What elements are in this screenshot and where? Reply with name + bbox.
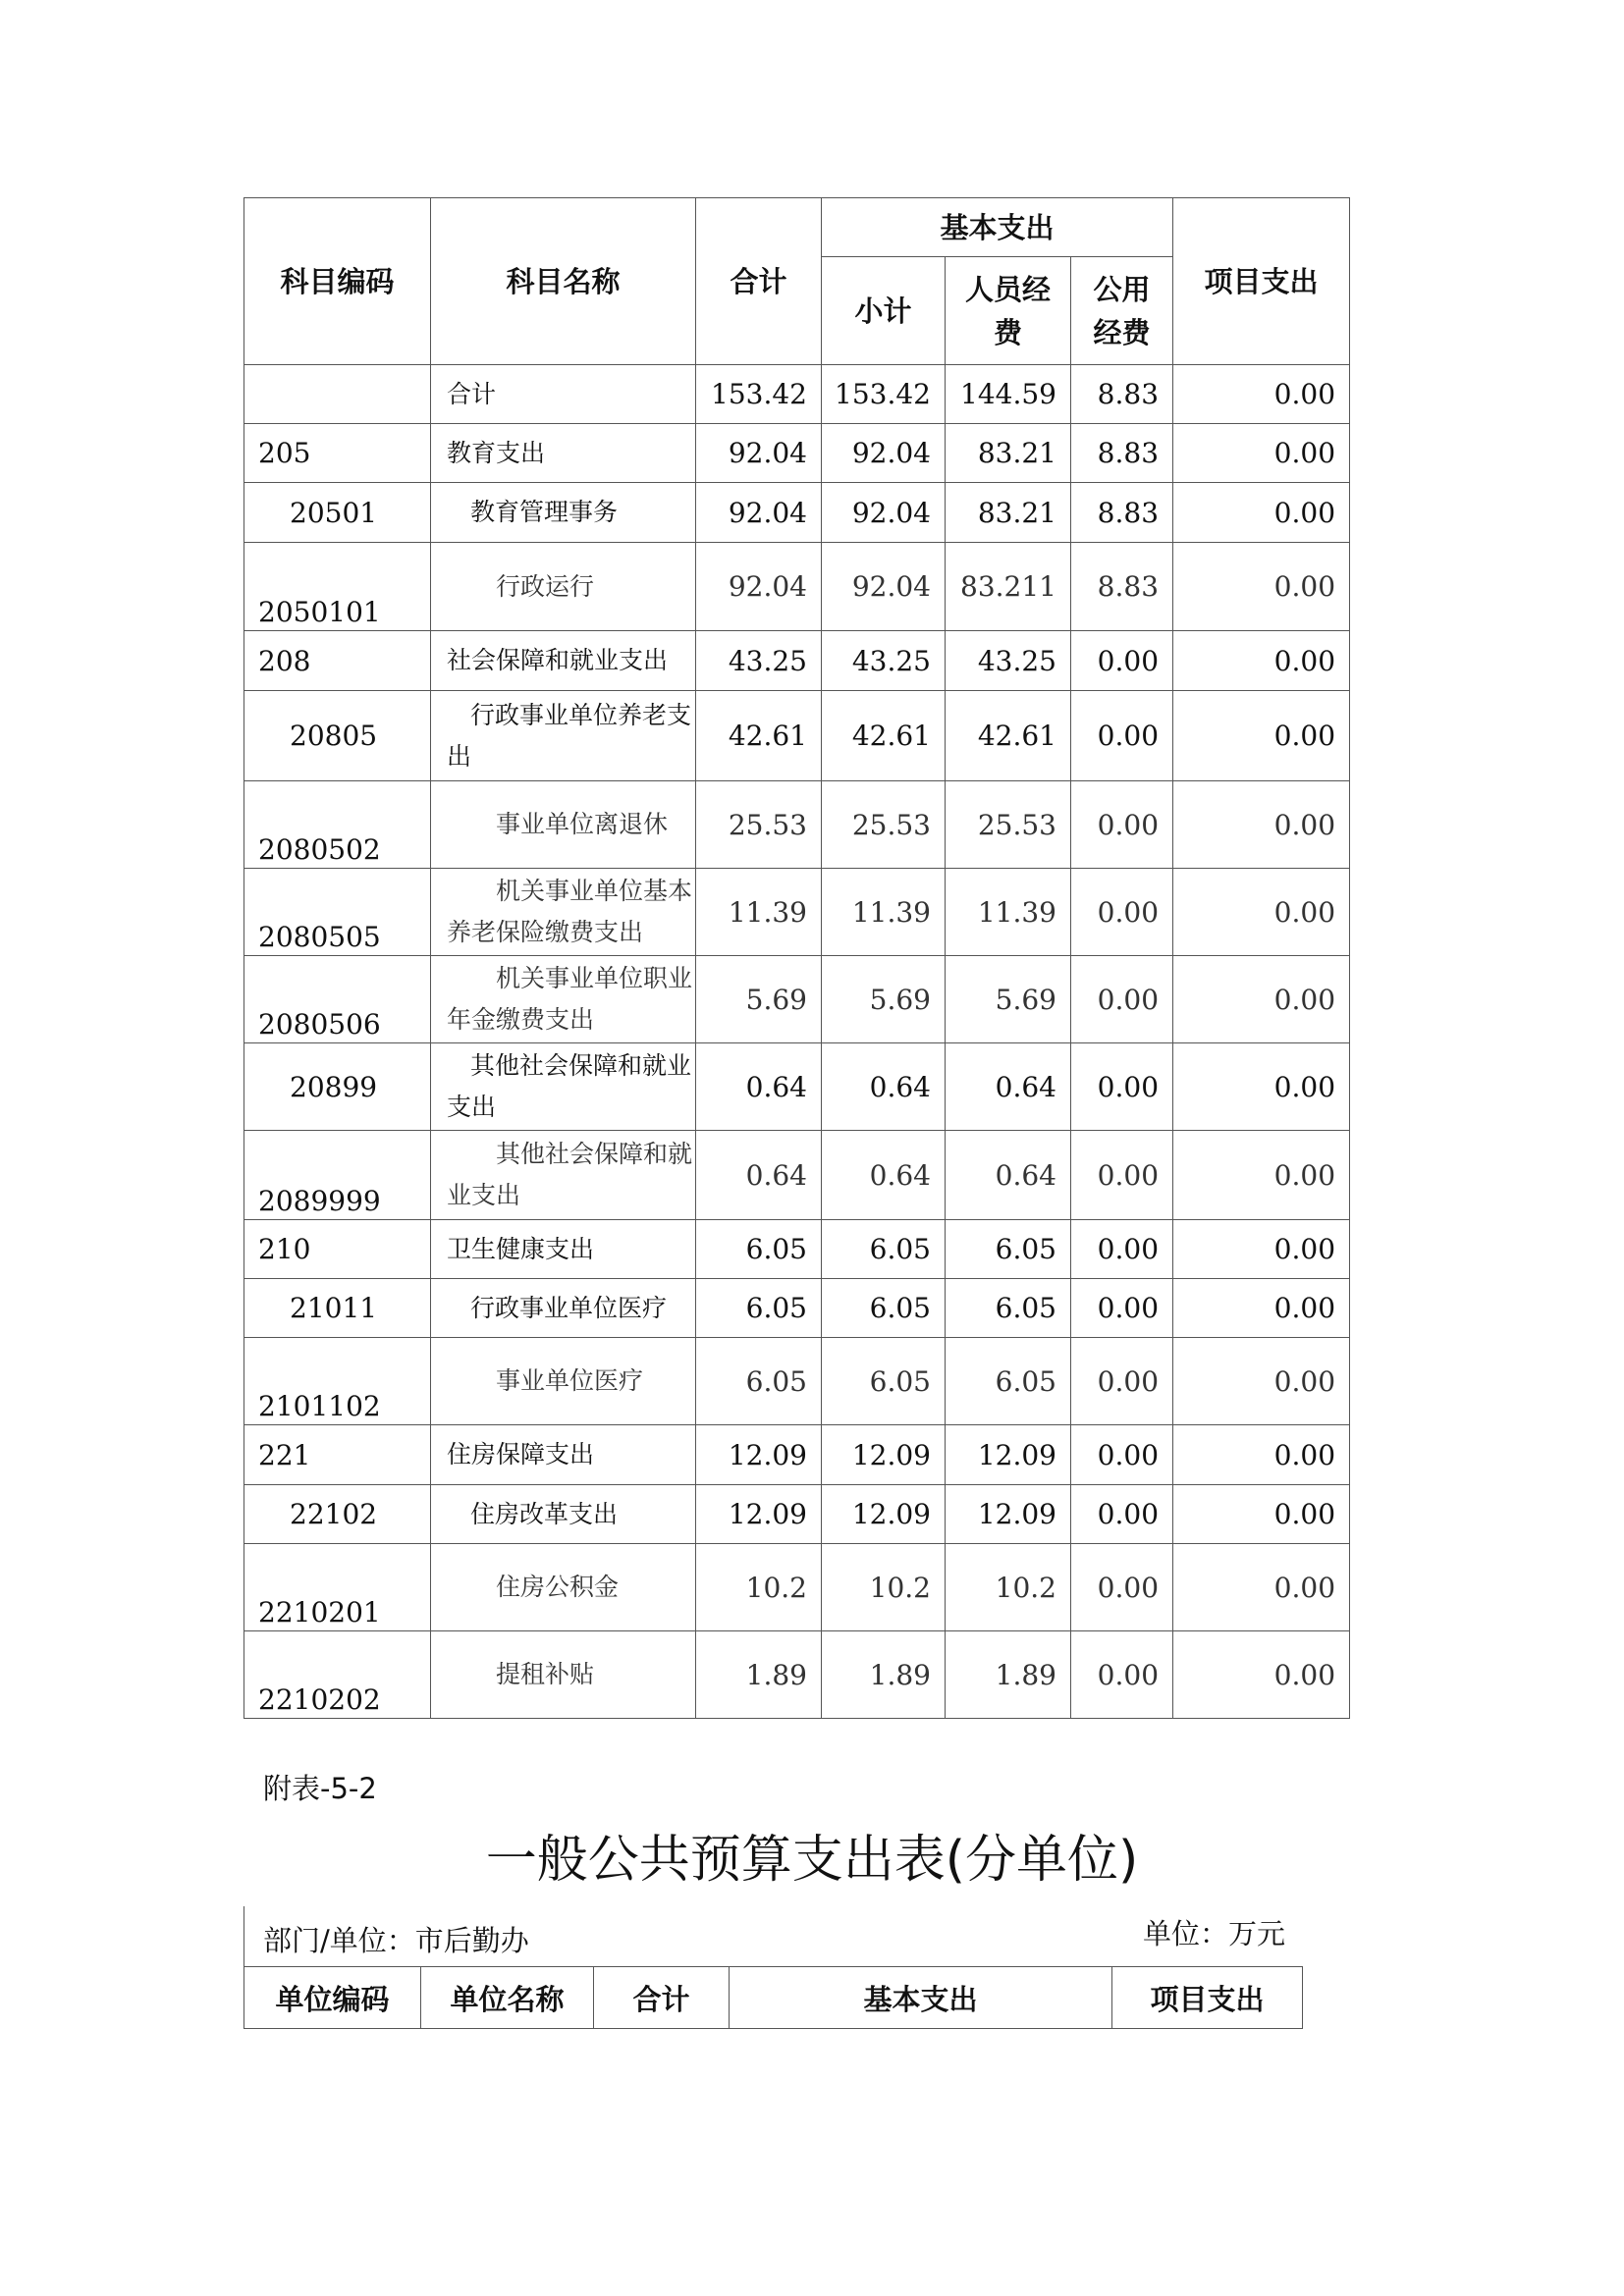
header-personnel: 人员经 费 bbox=[946, 257, 1071, 365]
cell-name: 其他社会保障和就业支出 bbox=[431, 1131, 696, 1220]
cell-public: 0.00 bbox=[1071, 1131, 1173, 1220]
cell-code: 2089999 bbox=[244, 1131, 431, 1220]
cell-public: 0.00 bbox=[1071, 1220, 1173, 1279]
cell-subtotal: 1.89 bbox=[822, 1631, 946, 1719]
table-row bbox=[244, 1338, 1350, 1425]
cell-name: 提租补贴 bbox=[431, 1631, 696, 1719]
cell-personnel: 144.59 bbox=[946, 365, 1071, 424]
sub-header-unit-code: 单位编码 bbox=[244, 1967, 421, 2029]
table-row bbox=[244, 1043, 1350, 1131]
unit-expenditure-table bbox=[244, 1966, 1303, 2029]
budget-expenditure-table bbox=[244, 197, 1350, 1719]
table-row bbox=[244, 1220, 1350, 1279]
table-row bbox=[244, 1425, 1350, 1485]
cell-code: 2210202 bbox=[244, 1631, 431, 1719]
cell-total: 42.61 bbox=[696, 691, 822, 781]
cell-public: 0.00 bbox=[1071, 1043, 1173, 1131]
cell-project: 0.00 bbox=[1173, 1043, 1350, 1131]
cell-code: 20899 bbox=[244, 1043, 431, 1131]
cell-name: 行政事业单位医疗 bbox=[431, 1279, 696, 1338]
cell-project: 0.00 bbox=[1173, 483, 1350, 543]
cell-subtotal: 42.61 bbox=[822, 691, 946, 781]
cell-code: 21011 bbox=[244, 1279, 431, 1338]
cell-total: 5.69 bbox=[696, 956, 822, 1043]
cell-subtotal: 43.25 bbox=[822, 631, 946, 691]
cell-code: 22102 bbox=[244, 1485, 431, 1544]
cell-subtotal: 92.04 bbox=[822, 483, 946, 543]
cell-code bbox=[244, 365, 431, 424]
cell-project: 0.00 bbox=[1173, 365, 1350, 424]
header-subtotal: 小计 bbox=[822, 257, 946, 365]
cell-public: 0.00 bbox=[1071, 1544, 1173, 1631]
cell-total: 0.64 bbox=[696, 1043, 822, 1131]
sub-header-project: 项目支出 bbox=[1112, 1967, 1303, 2029]
cell-public: 0.00 bbox=[1071, 631, 1173, 691]
cell-subtotal: 0.64 bbox=[822, 1131, 946, 1220]
cell-subtotal: 12.09 bbox=[822, 1485, 946, 1544]
cell-public: 0.00 bbox=[1071, 869, 1173, 956]
cell-personnel: 0.64 bbox=[946, 1131, 1071, 1220]
cell-name: 住房公积金 bbox=[431, 1544, 696, 1631]
cell-total: 10.2 bbox=[696, 1544, 822, 1631]
cell-total: 6.05 bbox=[696, 1220, 822, 1279]
table-row bbox=[244, 1631, 1350, 1719]
cell-public: 0.00 bbox=[1071, 1631, 1173, 1719]
table-row bbox=[244, 424, 1350, 483]
cell-personnel: 83.21 bbox=[946, 424, 1071, 483]
cell-subtotal: 11.39 bbox=[822, 869, 946, 956]
cell-personnel: 6.05 bbox=[946, 1220, 1071, 1279]
cell-public: 0.00 bbox=[1071, 1338, 1173, 1425]
cell-public: 8.83 bbox=[1071, 424, 1173, 483]
cell-subtotal: 92.04 bbox=[822, 424, 946, 483]
cell-project: 0.00 bbox=[1173, 424, 1350, 483]
cell-project: 0.00 bbox=[1173, 781, 1350, 869]
cell-personnel: 42.61 bbox=[946, 691, 1071, 781]
cell-total: 12.09 bbox=[696, 1485, 822, 1544]
table-row bbox=[244, 1485, 1350, 1544]
header-public: 公用 经费 bbox=[1071, 257, 1173, 365]
cell-personnel: 25.53 bbox=[946, 781, 1071, 869]
cell-code: 20805 bbox=[244, 691, 431, 781]
cell-total: 92.04 bbox=[696, 543, 822, 631]
cell-total: 43.25 bbox=[696, 631, 822, 691]
cell-public: 0.00 bbox=[1071, 1279, 1173, 1338]
cell-public: 8.83 bbox=[1071, 543, 1173, 631]
cell-public: 0.00 bbox=[1071, 1485, 1173, 1544]
cell-project: 0.00 bbox=[1173, 869, 1350, 956]
cell-subtotal: 12.09 bbox=[822, 1425, 946, 1485]
sub-header-basic: 基本支出 bbox=[730, 1967, 1112, 2029]
department-label: 部门/单位：市后勤办 bbox=[263, 1924, 529, 1957]
cell-personnel: 11.39 bbox=[946, 869, 1071, 956]
cell-total: 0.64 bbox=[696, 1131, 822, 1220]
cell-project: 0.00 bbox=[1173, 691, 1350, 781]
cell-personnel: 6.05 bbox=[946, 1338, 1071, 1425]
cell-subtotal: 6.05 bbox=[822, 1279, 946, 1338]
table-row bbox=[244, 543, 1350, 631]
cell-code: 208 bbox=[244, 631, 431, 691]
cell-total: 92.04 bbox=[696, 483, 822, 543]
cell-project: 0.00 bbox=[1173, 1425, 1350, 1485]
table-row bbox=[244, 869, 1350, 956]
header-code: 科目编码 bbox=[244, 198, 431, 365]
header-project: 项目支出 bbox=[1173, 198, 1350, 365]
sub-header-unit-name: 单位名称 bbox=[421, 1967, 594, 2029]
cell-project: 0.00 bbox=[1173, 1220, 1350, 1279]
cell-name: 住房保障支出 bbox=[431, 1425, 696, 1485]
cell-project: 0.00 bbox=[1173, 543, 1350, 631]
cell-name: 其他社会保障和就业支出 bbox=[431, 1043, 696, 1131]
unit-label: 单位：万元 bbox=[1143, 1917, 1286, 1950]
cell-total: 92.04 bbox=[696, 424, 822, 483]
cell-name: 行政运行 bbox=[431, 543, 696, 631]
cell-public: 0.00 bbox=[1071, 781, 1173, 869]
cell-total: 11.39 bbox=[696, 869, 822, 956]
cell-name: 社会保障和就业支出 bbox=[431, 631, 696, 691]
cell-name: 事业单位医疗 bbox=[431, 1338, 696, 1425]
page-title: 一般公共预算支出表(分单位) bbox=[485, 1831, 1139, 1890]
table-row bbox=[244, 691, 1350, 781]
cell-code: 2080502 bbox=[244, 781, 431, 869]
cell-code: 2210201 bbox=[244, 1544, 431, 1631]
cell-code: 2050101 bbox=[244, 543, 431, 631]
cell-personnel: 83.211 bbox=[946, 543, 1071, 631]
cell-public: 0.00 bbox=[1071, 1425, 1173, 1485]
cell-project: 0.00 bbox=[1173, 1131, 1350, 1220]
cell-name: 行政事业单位养老支出 bbox=[431, 691, 696, 781]
header-basic: 基本支出 bbox=[822, 198, 1173, 257]
cell-subtotal: 5.69 bbox=[822, 956, 946, 1043]
table-row bbox=[244, 365, 1350, 424]
cell-public: 8.83 bbox=[1071, 365, 1173, 424]
cell-total: 1.89 bbox=[696, 1631, 822, 1719]
cell-project: 0.00 bbox=[1173, 1631, 1350, 1719]
cell-public: 0.00 bbox=[1071, 956, 1173, 1043]
cell-name: 机关事业单位基本养老保险缴费支出 bbox=[431, 869, 696, 956]
cell-project: 0.00 bbox=[1173, 1544, 1350, 1631]
cell-code: 210 bbox=[244, 1220, 431, 1279]
cell-subtotal: 153.42 bbox=[822, 365, 946, 424]
cell-project: 0.00 bbox=[1173, 1485, 1350, 1544]
sub-header-total: 合计 bbox=[594, 1967, 730, 2029]
cell-total: 6.05 bbox=[696, 1279, 822, 1338]
cell-code: 205 bbox=[244, 424, 431, 483]
cell-personnel: 6.05 bbox=[946, 1279, 1071, 1338]
cell-project: 0.00 bbox=[1173, 631, 1350, 691]
cell-code: 2080505 bbox=[244, 869, 431, 956]
cell-project: 0.00 bbox=[1173, 1338, 1350, 1425]
table-row bbox=[244, 1131, 1350, 1220]
table-row bbox=[244, 1544, 1350, 1631]
cell-subtotal: 0.64 bbox=[822, 1043, 946, 1131]
cell-subtotal: 10.2 bbox=[822, 1544, 946, 1631]
table-row bbox=[244, 956, 1350, 1043]
cell-subtotal: 92.04 bbox=[822, 543, 946, 631]
cell-name: 事业单位离退休 bbox=[431, 781, 696, 869]
cell-personnel: 43.25 bbox=[946, 631, 1071, 691]
cell-code: 20501 bbox=[244, 483, 431, 543]
cell-total: 25.53 bbox=[696, 781, 822, 869]
appendix-label: 附表-5-2 bbox=[263, 1772, 377, 1805]
table-row bbox=[244, 781, 1350, 869]
cell-personnel: 83.21 bbox=[946, 483, 1071, 543]
cell-personnel: 0.64 bbox=[946, 1043, 1071, 1131]
header-total: 合计 bbox=[696, 198, 822, 365]
cell-name: 教育支出 bbox=[431, 424, 696, 483]
table-row bbox=[244, 483, 1350, 543]
cell-name: 卫生健康支出 bbox=[431, 1220, 696, 1279]
cell-personnel: 10.2 bbox=[946, 1544, 1071, 1631]
cell-personnel: 12.09 bbox=[946, 1485, 1071, 1544]
cell-personnel: 5.69 bbox=[946, 956, 1071, 1043]
header-name: 科目名称 bbox=[431, 198, 696, 365]
cell-subtotal: 6.05 bbox=[822, 1338, 946, 1425]
cell-code: 221 bbox=[244, 1425, 431, 1485]
cell-total: 153.42 bbox=[696, 365, 822, 424]
cell-personnel: 1.89 bbox=[946, 1631, 1071, 1719]
cell-project: 0.00 bbox=[1173, 956, 1350, 1043]
cell-public: 8.83 bbox=[1071, 483, 1173, 543]
cell-total: 12.09 bbox=[696, 1425, 822, 1485]
cell-name: 教育管理事务 bbox=[431, 483, 696, 543]
cell-subtotal: 6.05 bbox=[822, 1220, 946, 1279]
cell-name: 合计 bbox=[431, 365, 696, 424]
cell-code: 2080506 bbox=[244, 956, 431, 1043]
cell-name: 机关事业单位职业年金缴费支出 bbox=[431, 956, 696, 1043]
cell-code: 2101102 bbox=[244, 1338, 431, 1425]
cell-name: 住房改革支出 bbox=[431, 1485, 696, 1544]
cell-public: 0.00 bbox=[1071, 691, 1173, 781]
cell-project: 0.00 bbox=[1173, 1279, 1350, 1338]
cell-subtotal: 25.53 bbox=[822, 781, 946, 869]
cell-personnel: 12.09 bbox=[946, 1425, 1071, 1485]
table-row bbox=[244, 631, 1350, 691]
cell-total: 6.05 bbox=[696, 1338, 822, 1425]
table-row bbox=[244, 1279, 1350, 1338]
